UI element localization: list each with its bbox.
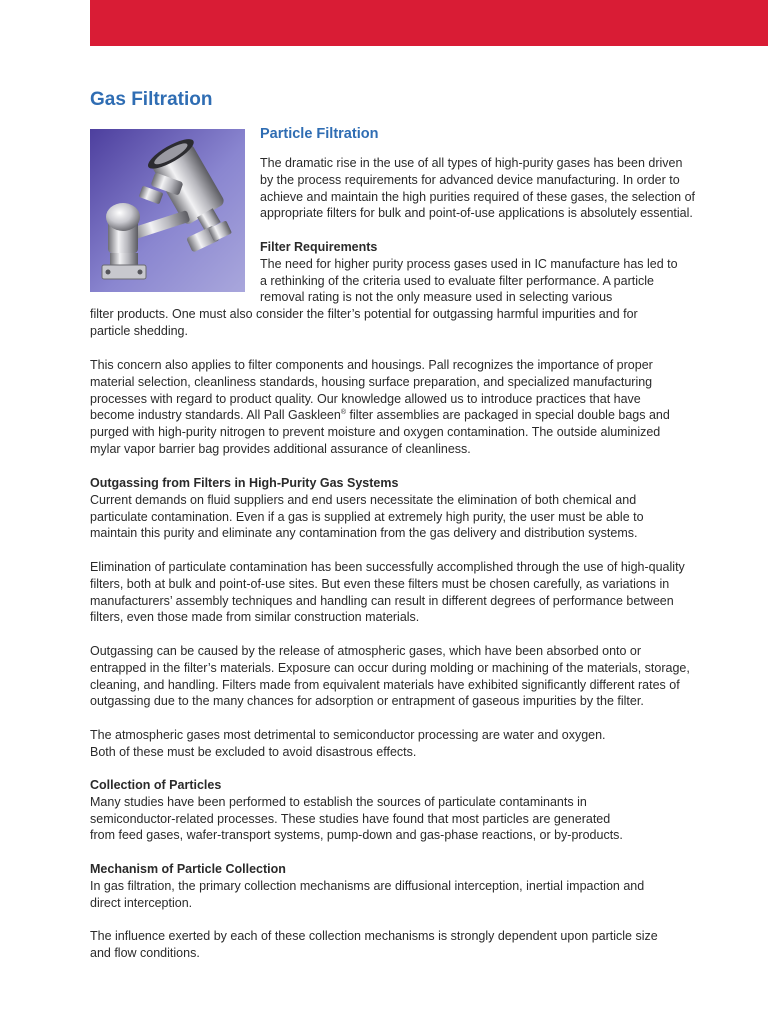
text-line: entrapped in the filter’s materials. Exposure can occur during molding or machining of the materials, storage, bbox=[90, 660, 690, 675]
text-line: The atmospheric gases most detrimental to semiconductor processing are water and oxygen. bbox=[90, 728, 606, 742]
text-line: semiconductor-related processes. These studies have found that most particles are generated bbox=[90, 811, 611, 826]
outgassing-paragraph-4 bbox=[90, 727, 606, 761]
text-line: material selection, cleanliness standards, housing surface preparation, and specialized manufacturing bbox=[90, 374, 653, 389]
text-line: outgassing due to the many chances for adsorption or entrapment of gaseous impurities by the filter. bbox=[90, 694, 644, 709]
text-line: The influence exerted by each of these collection mechanisms is strongly dependent upon particle size bbox=[90, 929, 658, 943]
text-line: purged with high-purity nitrogen to prevent moisture and oxygen contamination. The outside aluminized bbox=[90, 425, 661, 440]
text-fragment: filter assemblies are packaged in special double bags and bbox=[346, 408, 670, 423]
intro-paragraph bbox=[260, 155, 695, 222]
text-line: Many studies have been performed to establish the sources of particulate contaminants in bbox=[90, 794, 587, 809]
filter-requirements-heading: Filter Requirements bbox=[260, 240, 378, 254]
mechanism-paragraph-2 bbox=[90, 928, 658, 962]
text-line: In gas filtration, the primary collection mechanisms are diffusional interception, inertial impaction and bbox=[90, 878, 645, 893]
outgassing-paragraph-2 bbox=[90, 559, 685, 626]
text-line: particle shedding. bbox=[90, 323, 188, 338]
text-line: Current demands on fluid suppliers and end users necessitate the elimination of both chemical and bbox=[90, 492, 637, 507]
text-line: The dramatic rise in the use of all types of high-purity gases has been driven bbox=[260, 156, 683, 170]
text-line: Outgassing can be caused by the release of atmospheric gases, which have been absorbed onto or bbox=[90, 644, 642, 658]
text-line: Both of these must be excluded to avoid disastrous effects. bbox=[90, 744, 417, 759]
text-line: and flow conditions. bbox=[90, 945, 200, 960]
mechanism-heading: Mechanism of Particle Collection bbox=[90, 862, 286, 876]
text-line: from feed gases, wafer-transport systems, pump-down and gas-phase reactions, or by-products. bbox=[90, 828, 623, 843]
section-title-particle-filtration: Particle Filtration bbox=[260, 126, 379, 142]
text-line: manufacturers’ assembly techniques and handling can result in different degrees of performance between bbox=[90, 593, 674, 608]
concern-paragraph bbox=[90, 357, 670, 458]
filter-requirements-continued bbox=[90, 306, 638, 340]
mechanism-block bbox=[90, 861, 644, 911]
text-line: achieve and maintain the high purities required of these gases, the selection of bbox=[260, 189, 695, 204]
text-line: processes with regard to product quality. Our knowledge allowed us to introduce practices that have bbox=[90, 391, 641, 406]
text-fragment: become industry standards. All Pall Gaskleen bbox=[90, 408, 341, 423]
text-line: filters, even those made from similar construction materials. bbox=[90, 610, 420, 625]
registered-mark: ® bbox=[340, 409, 346, 417]
text-line: a rethinking of the criteria used to evaluate filter performance. A particle bbox=[260, 273, 654, 288]
filter-requirements-block bbox=[260, 239, 678, 306]
text-line: cleaning, and handling. Filters made from equivalent materials have exhibited significantly different rates of bbox=[90, 677, 680, 692]
collection-heading: Collection of Particles bbox=[90, 778, 222, 792]
text-line: by the process requirements for advanced device manufacturing. In order to bbox=[260, 172, 680, 187]
text-line: Elimination of particulate contamination has been successfully accomplished through the use of high-quality bbox=[90, 560, 685, 574]
collection-block bbox=[90, 777, 623, 844]
text-line: direct interception. bbox=[90, 895, 193, 910]
gas-filter-products-photo bbox=[90, 129, 245, 292]
text-line: filters, both at bulk and point-of-use sites. But even these filters must be chosen carefully, as variations in bbox=[90, 576, 670, 591]
text-line: filter products. One must also consider the filter’s potential for outgassing harmful impurities and for bbox=[90, 307, 638, 321]
text-line: maintain this purity and eliminate any contamination from the gas delivery and distribution systems. bbox=[90, 526, 638, 541]
outgassing-paragraph-3 bbox=[90, 643, 690, 710]
outgassing-heading: Outgassing from Filters in High-Purity Gas Systems bbox=[90, 476, 399, 490]
top-color-band bbox=[90, 0, 768, 46]
text-line: The need for higher purity process gases used in IC manufacture has led to bbox=[260, 256, 678, 271]
text-line: removal rating is not the only measure used in selecting various bbox=[260, 290, 613, 305]
outgassing-block bbox=[90, 475, 644, 542]
text-line: mylar vapor barrier bag provides additional assurance of cleanliness. bbox=[90, 441, 471, 456]
text-line: This concern also applies to filter components and housings. Pall recognizes the importance of proper bbox=[90, 358, 653, 372]
gaskleen-line bbox=[90, 407, 670, 424]
text-line: appropriate filters for bulk and point-of-use applications is absolutely essential. bbox=[260, 206, 693, 221]
text-line: particulate contamination. Even if a gas is supplied at extremely high purity, the user must be able to bbox=[90, 509, 644, 524]
page-title: Gas Filtration bbox=[90, 89, 213, 110]
